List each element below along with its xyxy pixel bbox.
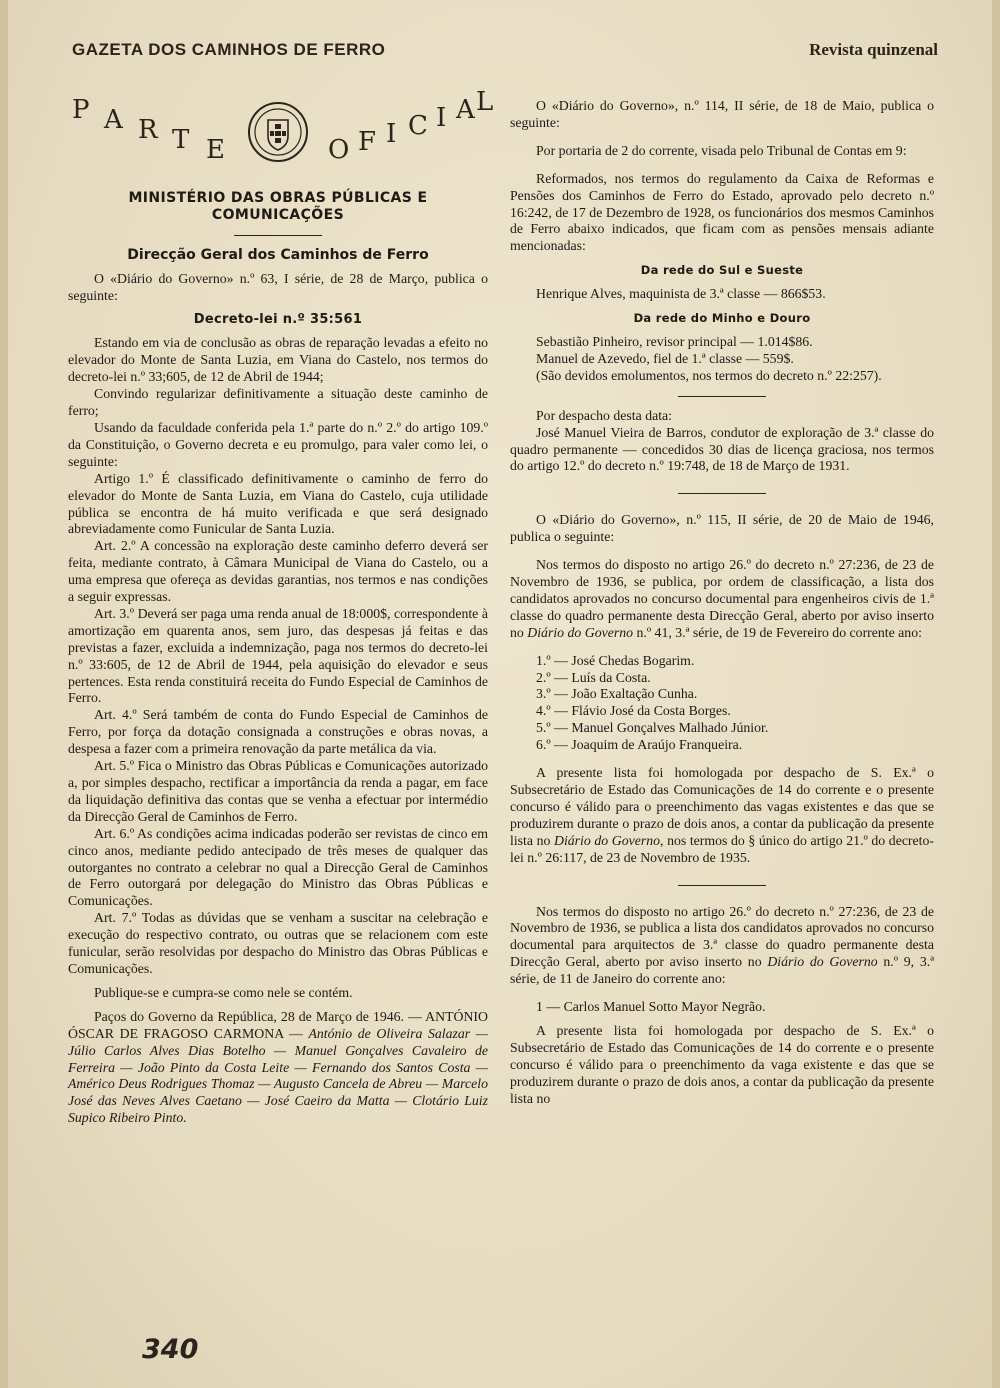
divider (678, 396, 766, 397)
masthead-letter: L (476, 87, 495, 117)
masthead-letter: F (358, 127, 378, 157)
homologada-text: , nos termos do § único do artigo 21.º do decreto-lei n.º 26:117, de 23 de Novembro de 1935. (510, 832, 934, 865)
coat-of-arms-icon (246, 100, 310, 164)
page-edge-right (992, 0, 1000, 1388)
decree-paragraph: Estando em via de conclusão as obras de reparação levadas a efeito no elevador do Monte de Santa Luzia, em Viana do Castelo, nos termos do decreto-lei n.º 33;605, de 12 de Abril de 1944; (68, 335, 488, 385)
decree-article: Artigo 1.º É classificado definitivamente o caminho de ferro do elevador do Monte de Santa Luzia, em Viana do Castelo, cuja utilidade pública se encontra de há muito verificada e que será designado abreviadamente como Funicular de Santa Luzia. (68, 470, 488, 537)
masthead-letter: O (328, 135, 351, 165)
divider (234, 235, 322, 236)
divider (678, 493, 766, 494)
divider (678, 885, 766, 886)
diario-title: Diário do Governo (527, 624, 634, 640)
decree-article: Art. 3.º Deverá ser paga uma renda anual de 18:000$, correspondente à amortização em quarenta anos, sem juro, das despesas já feitas e das previstas a fazer, excluida a indemnização, paga nos termos do decreto-lei n.º 33:605, de 12 de Abril de 1944, pela aquisição do elevador e seus pertences. Esta renda constituirá receita do Fundo Especial de Caminhos de Ferro. (68, 605, 488, 706)
journal-subtitle: Revista quinzenal (809, 40, 938, 59)
decreto-heading: Decreto-lei n.º 35:561 (193, 311, 363, 327)
concurso-text: Nos termos do disposto no artigo 26.º do decreto n.º 27:236, de 23 de Novembro de 1936, se publica a lista dos candidatos aprovados no concurso documental para arquitectos de 3.ª classe do quadro permanente desta Direcção Geral, aberto por aviso inserto no (510, 903, 934, 970)
homologada-paragraph (510, 765, 934, 866)
masthead-letter: A (104, 105, 124, 135)
decree-article: Art. 5.º Fica o Ministro das Obras Públicas e Comunicações autorizado a, por simples despacho, rectificar a importância da renda a pagar, em face da liquidação definitiva das contas que se venha a efectuar por intermédio da Direcção Geral de Caminhos de Ferro. (68, 758, 488, 824)
pension-entry: Sebastião Pinheiro, revisor principal — 1.014$86. (536, 333, 813, 349)
rede-heading: Da rede do Sul e Sueste (640, 263, 804, 278)
parte-oficial-masthead (68, 87, 495, 186)
masthead-letter: I (386, 119, 398, 149)
decree-paragraph: Convindo regularizar definitivamente a situação deste caminho de ferro; (68, 386, 488, 419)
masthead-letter: T (172, 125, 191, 155)
decree-paragraph: Usando da faculdade conferida pela 1.ª parte do n.º 2.º do artigo 109.º da Constituição, o Governo decreta e eu promulgo, para valer como lei, o seguinte: (68, 419, 488, 469)
journal-title: GAZETA DOS CAMINHOS DE FERRO (72, 40, 386, 59)
decree-article: Art. 2.º A concessão na exploração deste caminho deferro deverá ser feita, mediante contrato, à Câmara Municipal de Viana do Castelo, ou a uma empresa que ofereça as devidas garantias, nos termos e nas condições a seguir expressas. (68, 538, 488, 605)
masthead-letter: R (138, 115, 159, 145)
candidate-item: 1.º — José Chedas Bogarim. (536, 652, 695, 668)
concurso-text: Nos termos do disposto no artigo 26.º do decreto n.º 27:236, de 23 de Novembro de 1936, se publica, por ordem de classificação, a lista dos candidatos aprovados no concurso documental para engenheiros civis de 1.ª classe do quadro permanente desta Direcção Geral, aberto por aviso inserto no (510, 557, 934, 640)
portaria-paragraph: Por portaria de 2 do corrente, visada pelo Tribunal de Contas em 9: (536, 142, 907, 158)
pension-entry: Henrique Alves, maquinista de 3.ª classe — 866$53. (536, 286, 826, 302)
intro-paragraph: O «Diário do Governo», n.º 114, II série, de 18 de Maio, publica o seguinte: (510, 98, 934, 130)
masthead-letter: A (456, 95, 476, 125)
diario-title: Diário do Governo (553, 832, 661, 848)
candidate-item: 4.º — Flávio José da Costa Borges. (536, 703, 731, 719)
masthead-letter: E (206, 135, 226, 165)
despacho-line: Por despacho desta data: (536, 407, 673, 423)
candidate-item: 5.º — Manuel Gonçalves Malhado Júnior. (536, 720, 769, 736)
intro-paragraph: O «Diário do Governo», n.º 115, II série, de 20 de Maio de 1946, publica o seguinte: (510, 512, 934, 545)
right-column (510, 98, 934, 1108)
homologada-paragraph: A presente lista foi homologada por despacho de S. Ex.ª o Subsecretário de Estado das Comunicações de 14 do corrente e o presente concurso é válido para o preenchimento da vaga existente e das que se produzirem durante o prazo de dois anos, a contar da publicação da presente lista no (510, 1022, 934, 1106)
concurso-paragraph (510, 557, 934, 642)
ministry-heading: MINISTÉRIO DAS OBRAS PÚBLICAS E COMUNICAÇÕES (128, 190, 428, 223)
running-head (72, 40, 938, 62)
pacos-line: Paços do Governo da República, 28 de Março de 1946. — ANTÓNIO ÓSCAR DE FRAGOSO CARMONA — (68, 1008, 488, 1041)
candidate-item: 1 — Carlos Manuel Sotto Mayor Negrão. (536, 999, 766, 1015)
candidate-item: 6.º — Joaquim de Araújo Franqueira. (536, 737, 743, 753)
signature-block (68, 1009, 488, 1127)
decree-article: Art. 6.º As condições acima indicadas poderão ser revistas de cinco em cinco anos, mediante pedido antecipado de três meses de qualquer das outorgantes no contrato a celebrar no qual a Direcção Geral de Caminhos de Ferro outorgará por delegação do Ministro das Obras Públicas e Comunicações. (68, 825, 488, 909)
rede-heading: Da rede do Minho e Douro (633, 311, 811, 326)
intro-paragraph: O «Diário do Governo» n.º 63, I série, de 28 de Março, publica o seguinte: (68, 270, 488, 303)
minister-signatures: António de Oliveira Salazar — Júlio Carlos Alves Dias Botelho — Manuel Gonçalves Cavaleiro de Ferreira — João Pinto da Costa Leite — Fernando dos Santos Costa — Américo Deus Rodrigues Thomaz — Augusto Cancela de Abreu — Marcelo José das Neves Alves Caetano — José Caeiro da Matta — Clotário Luiz Supico Ribeiro Pinto. (68, 1025, 489, 1126)
diario-title: Diário do Governo (767, 954, 878, 970)
masthead-letter: C (408, 111, 429, 141)
pension-entry: Manuel de Azevedo, fiel de 1.ª classe — 559$. (536, 350, 794, 366)
direccao-heading: Direcção Geral dos Caminhos de Ferro (127, 246, 429, 263)
masthead-letter: I (436, 103, 448, 133)
masthead-letter: P (72, 95, 91, 125)
homologada-text: A presente lista foi homologada por despacho de S. Ex.ª o Subsecretário de Estado das Comunicações de 14 do corrente e o presente concurso é válido para o preenchimento das vagas existentes e das que se produzirem durante o prazo de dois anos, a contar da publicação da presente lista no (510, 765, 934, 848)
candidate-item: 2.º — Luís da Costa. (536, 669, 651, 685)
page-edge-left (0, 0, 8, 1388)
concurso-text: n.º 9, 3.ª série, de 11 de Janeiro do corrente ano: (510, 954, 934, 987)
concurso-text: n.º 41, 3.ª série, de 19 de Fevereiro do corrente ano: (636, 624, 922, 640)
decree-article: Art. 4.º Será também de conta do Fundo Especial de Caminhos de Ferro, por força da dotação consignada a construções e obras novas, a despesa a fazer com a primeira renovação da parte metálica da via. (68, 707, 488, 757)
concurso-paragraph (510, 904, 934, 989)
publique-line: Publique-se e cumpra-se como nele se contém. (94, 984, 353, 1000)
page-number: 340 (142, 1334, 199, 1365)
candidate-item: 3.º — João Exaltação Cunha. (536, 686, 698, 702)
decree-article: Art. 7.º Todas as dúvidas que se venham a suscitar na celebração e execução do respectivo contrato, ou outras que se relacionem com este funicular, serão resolvidas por despacho do Ministro das Obras Públicas e Comunicações. (68, 910, 488, 976)
licenca-paragraph: José Manuel Vieira de Barros, condutor de exploração de 3.ª classe do quadro permanente — concedidos 30 dias de licença graciosa, nos termos do artigo 12.º do decreto n.º 19:748, de 18 de Março de 1931. (510, 424, 934, 474)
emolumentos-note: (São devidos emolumentos, nos termos do decreto n.º 22:257). (536, 367, 882, 383)
left-column (68, 87, 495, 1127)
reformados-paragraph: Reformados, nos termos do regulamento da Caixa de Reformas e Pensões dos Caminhos de Ferro do Estado, aprovado pelo decreto n.º 16:242, de 17 de Dezembro de 1928, os funcionários dos mesmos Caminhos de Ferro abaixo indicados, que ficam com as pensões mensais adiante mencionadas: (510, 170, 934, 254)
